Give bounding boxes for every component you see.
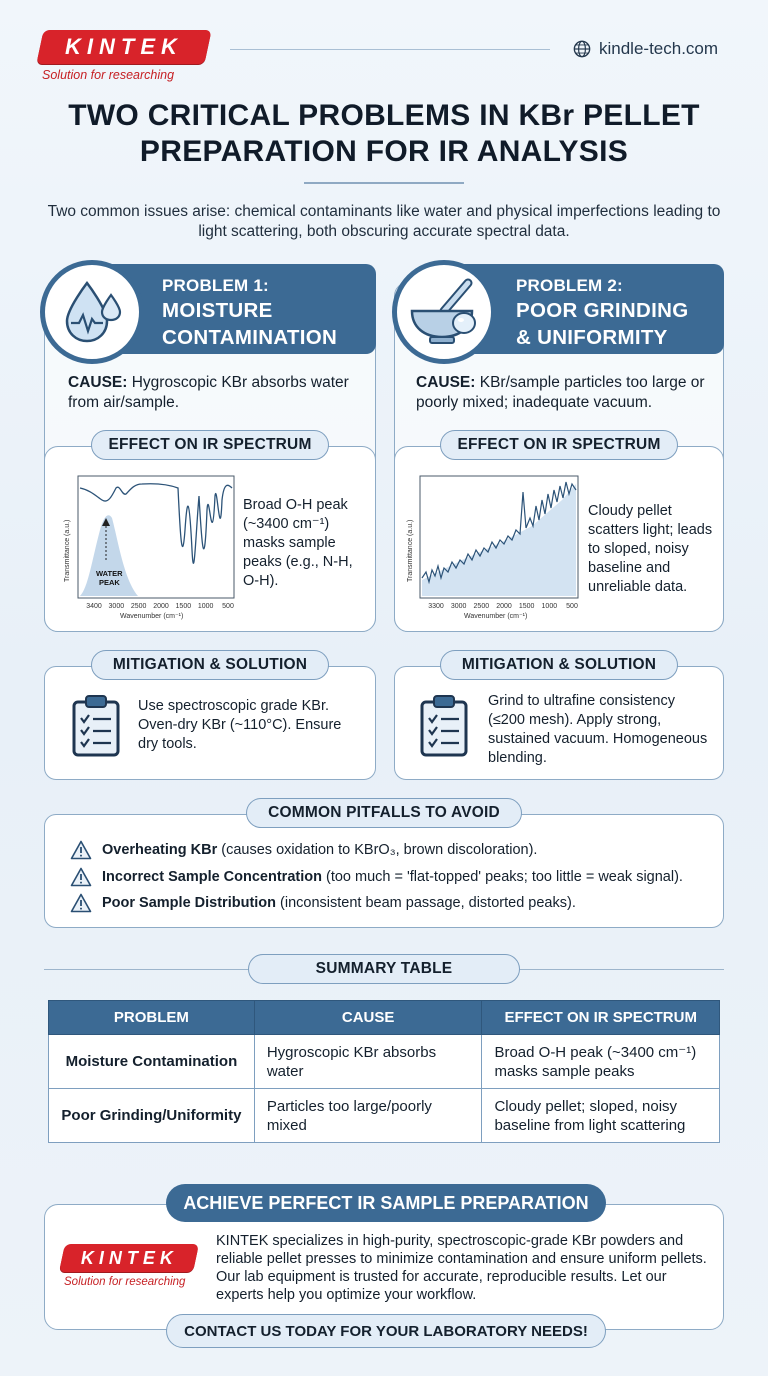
pitfall-bold: Overheating KBr [102, 842, 218, 858]
pitfall-item [70, 840, 537, 860]
kintek-logo[interactable] [40, 30, 212, 82]
pitfall-text [102, 869, 683, 885]
p2-chart-xlabel: Wavenumber (cm⁻¹) [464, 613, 528, 620]
problem-2-title-2: & UNIFORMITY [516, 326, 668, 349]
problem-1-cause-label: CAUSE: [68, 374, 128, 391]
warning-icon [70, 867, 92, 887]
tick-label: 1000 [197, 603, 214, 610]
tick-label: 500 [222, 603, 234, 610]
tick-label: 3300 [428, 603, 444, 610]
problem-2-spectrum-chart [402, 470, 582, 622]
pitfall-text [102, 895, 576, 911]
clipboard-checklist-icon-2 [418, 694, 470, 758]
tick-label: 1000 [541, 603, 558, 610]
problem-2-cause-text: KBr/sample particles too large or poorly mixed; inadequate vacuum. [416, 374, 705, 411]
table-cell: Hygroscopic KBr absorbs water [254, 1035, 482, 1089]
globe-icon [573, 40, 591, 58]
title-line-2: PREPARATION FOR IR ANALYSIS [139, 135, 629, 168]
tick-label: 3400 [86, 603, 102, 610]
p1-chart-xlabel: Wavenumber (cm⁻¹) [120, 613, 184, 620]
problem-2-title-1: POOR GRINDING [516, 299, 689, 322]
logo-text: KINTEK [80, 1247, 178, 1268]
problem-2-effect-text: Cloudy pellet scatters light; leads to sloped, noisy baseline and unreliable data. [588, 503, 713, 595]
tick-label: 1500 [518, 603, 535, 610]
summary-header-row [49, 1001, 720, 1035]
header-divider [230, 49, 550, 50]
page-subtitle: Two common issues arise: chemical contaminants like water and physical imperfections leading to light scattering, both obscuring accurate spectral data. [47, 203, 721, 240]
pitfall-bold: Poor Sample Distribution [102, 895, 277, 911]
problem-1-title-2: CONTAMINATION [162, 326, 338, 349]
p2-chart-ylabel: Transmittance (a.u.) [407, 519, 414, 582]
p1-annotation-2: PEAK [99, 578, 120, 587]
pitfall-item [70, 893, 576, 913]
cta-text: KINTEK specializes in high-purity, spectroscopic-grade KBr powders and reliable pellet presses to minimize contamination and ensure uniform pellets. Our lab equipment is trusted for accurate, reproducible results. Let our experts help you optimize your workflow. [216, 1233, 707, 1303]
summary-table [48, 1000, 720, 1143]
summary-header-cell: PROBLEM [49, 1001, 255, 1035]
website-link[interactable] [573, 39, 718, 59]
summary-header-cell: CAUSE [254, 1001, 482, 1035]
problem-1-label: PROBLEM 1: [162, 276, 269, 295]
tick-label: 2000 [153, 603, 169, 610]
pitfall-detail: (causes oxidation to KBrO₃, brown discoloration). [217, 842, 538, 858]
problem-1-effect-text: Broad O-H peak (~3400 cm⁻¹) masks sample peaks (e.g., N-H, O-H). [243, 497, 353, 589]
table-cell: Particles too large/poorly mixed [254, 1089, 482, 1143]
tick-label: 3000 [108, 603, 125, 610]
table-row [49, 1089, 720, 1143]
warning-icon [70, 840, 92, 860]
table-cell: Moisture Contamination [49, 1035, 255, 1089]
table-row [49, 1035, 720, 1089]
contact-us-button[interactable]: CONTACT US TODAY FOR YOUR LABORATORY NEEDS! [166, 1314, 606, 1348]
table-cell: Cloudy pellet; sloped, noisy baseline from light scattering [482, 1089, 720, 1143]
summary-title-pill: SUMMARY TABLE [248, 954, 520, 984]
problem-2-label: PROBLEM 2: [516, 276, 623, 295]
clipboard-checklist-icon [70, 694, 122, 758]
kintek-logo-footer[interactable] [62, 1244, 196, 1288]
problem-1-spectrum-chart [58, 470, 238, 622]
problem-1-mitigation-text: Use spectroscopic grade KBr. Oven-dry KBr (~110°C). Ensure dry tools. [138, 698, 342, 752]
summary-rule-left [44, 969, 250, 970]
cta-title: ACHIEVE PERFECT IR SAMPLE PREPARATION [166, 1184, 606, 1222]
tick-label: 2500 [473, 603, 490, 610]
water-drop-icon [57, 277, 127, 347]
title-line-1: TWO CRITICAL PROBLEMS IN KBr PELLET [68, 99, 700, 132]
problem-2-mitigation-text: Grind to ultrafine consistency (≤200 mesh). Apply strong, sustained vacuum. Homogeneous blending. [488, 693, 708, 766]
tick-label: 500 [566, 603, 578, 610]
pitfall-detail: (inconsistent beam passage, distorted peaks). [276, 895, 576, 911]
tick-label: 2500 [130, 603, 147, 610]
pitfalls-pill: COMMON PITFALLS TO AVOID [246, 798, 522, 828]
summary-header-cell: EFFECT ON IR SPECTRUM [482, 1001, 720, 1035]
pitfall-item [70, 867, 683, 887]
pitfall-text [102, 842, 537, 858]
title-rule [304, 182, 464, 184]
logo-tagline: Solution for researching [64, 1276, 186, 1288]
p1-chart-ylabel: Transmittance (a.u.) [64, 519, 71, 582]
problem-2-cause-label: CAUSE: [416, 374, 476, 391]
problem-2-icon-circle [392, 260, 496, 364]
problem-2-cause [416, 373, 716, 413]
problem-1-title-1: MOISTURE [162, 299, 273, 322]
website-text: kindle-tech.com [599, 39, 719, 58]
problem-1-cause-text: Hygroscopic KBr absorbs water from air/sample. [68, 374, 349, 411]
problem-1-cause [68, 373, 368, 413]
tick-label: 3000 [450, 603, 467, 610]
page-title [20, 98, 748, 170]
tick-label: 1500 [175, 603, 192, 610]
logo-text: KINTEK [65, 34, 183, 59]
problem-1-icon-circle [40, 260, 144, 364]
problem-1-mitigation-pill: MITIGATION & SOLUTION [91, 650, 329, 680]
p1-annotation-1: WATER [96, 569, 123, 578]
pitfall-bold: Incorrect Sample Concentration [102, 869, 322, 885]
logo-tagline: Solution for researching [42, 68, 175, 82]
tick-label: 2000 [496, 603, 512, 610]
summary-rule-right [518, 969, 724, 970]
problem-1-effect-pill: EFFECT ON IR SPECTRUM [91, 430, 329, 460]
mortar-pestle-icon [406, 277, 482, 347]
pitfall-detail: (too much = 'flat-topped' peaks; too little = weak signal). [321, 869, 683, 885]
warning-icon [70, 893, 92, 913]
problem-2-effect-pill: EFFECT ON IR SPECTRUM [440, 430, 678, 460]
problem-2-mitigation-pill: MITIGATION & SOLUTION [440, 650, 678, 680]
table-cell: Broad O-H peak (~3400 cm⁻¹) masks sample peaks [482, 1035, 720, 1089]
table-cell: Poor Grinding/Uniformity [49, 1089, 255, 1143]
